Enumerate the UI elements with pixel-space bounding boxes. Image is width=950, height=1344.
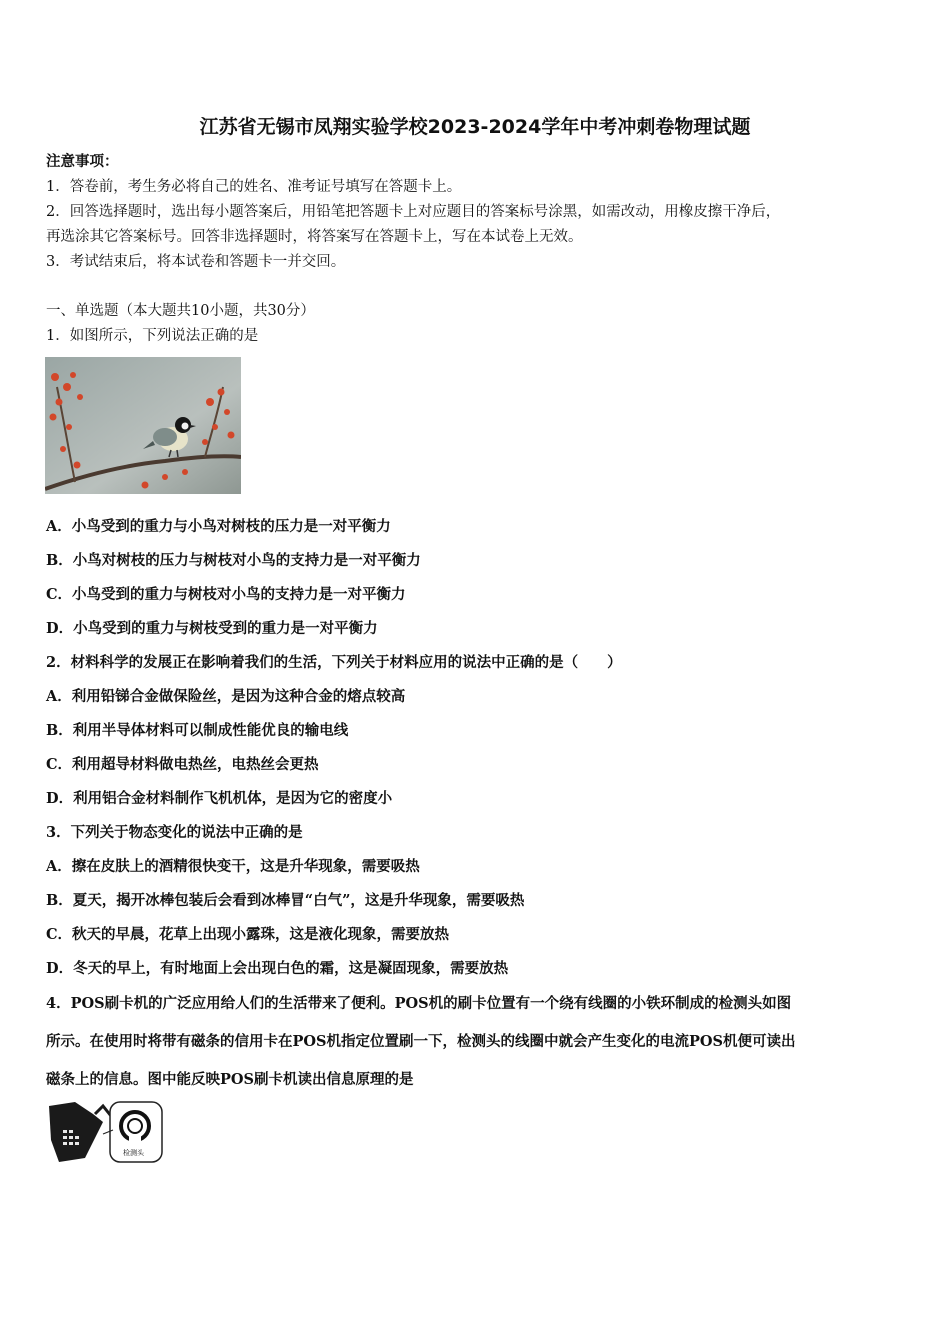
answer-option: D．小鸟受到的重力与树枝受到的重力是一对平衡力 [46,620,378,637]
pos-reader-figure [45,1100,165,1166]
question-stem: 1．如图所示，下列说法正确的是 [46,328,259,344]
answer-option: C．利用超导材料做电热丝，电热丝会更热 [46,756,319,773]
question-stem: 4．POS刷卡机的广泛应用给人们的生活带来了便利。POS机的刷卡位置有一个绕有线圈的小铁环制成的检测头如图 [46,995,792,1012]
answer-option: C．秋天的早晨，花草上出现小露珠，这是液化现象，需要放热 [46,926,450,943]
answer-option: A．小鸟受到的重力与小鸟对树枝的压力是一对平衡力 [46,518,391,535]
answer-option: A．擦在皮肤上的酒精很快变干，这是升华现象，需要吸热 [46,858,420,875]
answer-option: D．利用铝合金材料制作飞机机体，是因为它的密度小 [46,790,393,807]
notice-item: 2．回答选择题时，选出每小题答案后，用铅笔把答题卡上对应题目的答案标号涂黑，如需改动，用橡皮擦干净后， [46,204,781,220]
answer-option: C．小鸟受到的重力与树枝对小鸟的支持力是一对平衡力 [46,586,406,603]
notice-item: 1．答卷前，考生务必将自己的姓名、准考证号填写在答题卡上。 [46,179,462,195]
question-stem: 所示。在使用时将带有磁条的信用卡在POS机指定位置刷一下，检测头的线圈中就会产生变化的电流POS机便可读出 [46,1033,796,1050]
section-heading: 一、单选题（本大题共10小题，共30分） [46,303,315,319]
notice-heading: 注意事项： [46,153,119,170]
question-stem: 2．材料科学的发展正在影响着我们的生活，下列关于材料应用的说法中正确的是（ ） [46,654,622,671]
question-stem: 3．下列关于物态变化的说法中正确的是 [46,824,303,841]
answer-option: B．小鸟对树枝的压力与树枝对小鸟的支持力是一对平衡力 [46,552,421,569]
notice-item: 再选涂其它答案标号。回答非选择题时，将答案写在答题卡上，写在本试卷上无效。 [46,229,583,245]
answer-option: B．夏天，揭开冰棒包装后会看到冰棒冒“白气”，这是升华现象，需要吸热 [46,892,525,909]
answer-option: A．利用铅锑合金做保险丝，是因为这种合金的熔点较高 [46,688,406,705]
notice-item: 3．考试结束后，将本试卷和答题卡一并交回。 [46,254,346,270]
answer-option: D．冬天的早上，有时地面上会出现白色的霜，这是凝固现象，需要放热 [46,960,509,977]
figure-label: 检测头 [123,1149,144,1157]
bird-on-branch-photo [45,357,241,494]
question-stem: 磁条上的信息。图中能反映POS刷卡机读出信息原理的是 [46,1071,414,1088]
page-title: 江苏省无锡市凤翔实验学校2023-2024学年中考冲刺卷物理试题 [199,116,751,138]
answer-option: B．利用半导体材料可以制成性能优良的输电线 [46,722,349,739]
